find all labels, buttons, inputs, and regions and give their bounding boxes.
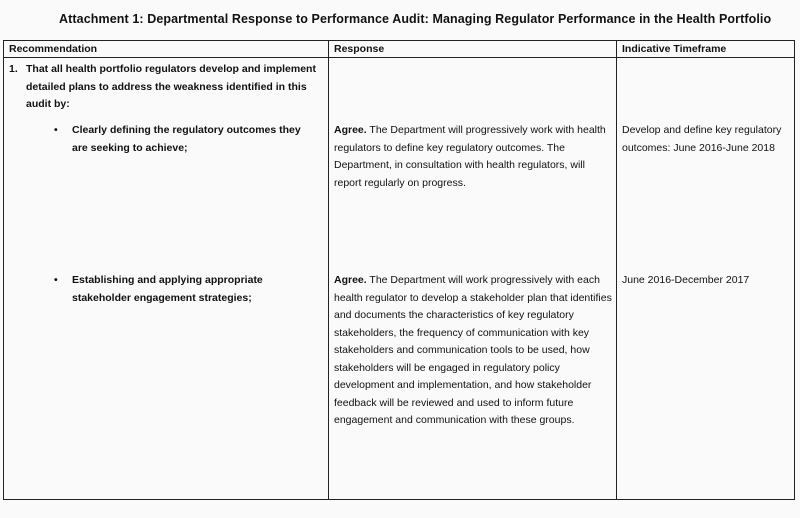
header-recommendation: Recommendation — [4, 41, 329, 58]
timeframe-outcomes: Develop and define key regulatory outcomes: June 2016-June 2018 — [622, 124, 782, 154]
timeframe-cell — [617, 58, 795, 500]
header-response: Response — [329, 41, 617, 58]
sub-recommendation-stakeholder: Establishing and applying appropriate stakeholder engagement strategies; — [72, 274, 263, 304]
response-body: The Department will work progressively with each health regulator to develop a stakeholder plan that identifies and documents the characteristics of key regulatory stakeholders, the frequency of communication with key stakeholders and communication tools to be used, how stakeholders will be engaged in regulatory policy development and implementation, and how stakeholder feedback will be reviewed and used to inform future engagement and communication with these groups. — [334, 274, 612, 426]
header-timeframe: Indicative Timeframe — [617, 41, 795, 58]
document-title: Attachment 1: Departmental Response to Performance Audit: Managing Regulator Performance in the Health Portfolio — [59, 12, 772, 26]
response-stakeholder — [334, 272, 612, 430]
table-header-row — [4, 41, 795, 58]
response-table — [3, 40, 795, 500]
bullet-icon: • — [54, 274, 58, 286]
recommendation-intro: That all health portfolio regulators develop and implement detailed plans to address the weakness identified in this audit by: — [26, 63, 316, 110]
response-outcomes — [334, 122, 612, 192]
response-body: The Department will progressively work with health regulators to define key regulatory outcomes. The Department, in consultation with health regulators, will report regularly on progress. — [334, 124, 606, 189]
recommendation-number: 1. — [9, 63, 18, 75]
response-agree-label: Agree. — [334, 124, 367, 136]
response-agree-label: Agree. — [334, 274, 367, 286]
response-cell — [329, 58, 617, 500]
table-row — [4, 58, 795, 500]
recommendation-cell — [4, 58, 329, 500]
bullet-icon: • — [54, 124, 58, 136]
timeframe-stakeholder: June 2016-December 2017 — [622, 274, 750, 286]
sub-recommendation-outcomes: Clearly defining the regulatory outcomes they are seeking to achieve; — [72, 124, 301, 154]
